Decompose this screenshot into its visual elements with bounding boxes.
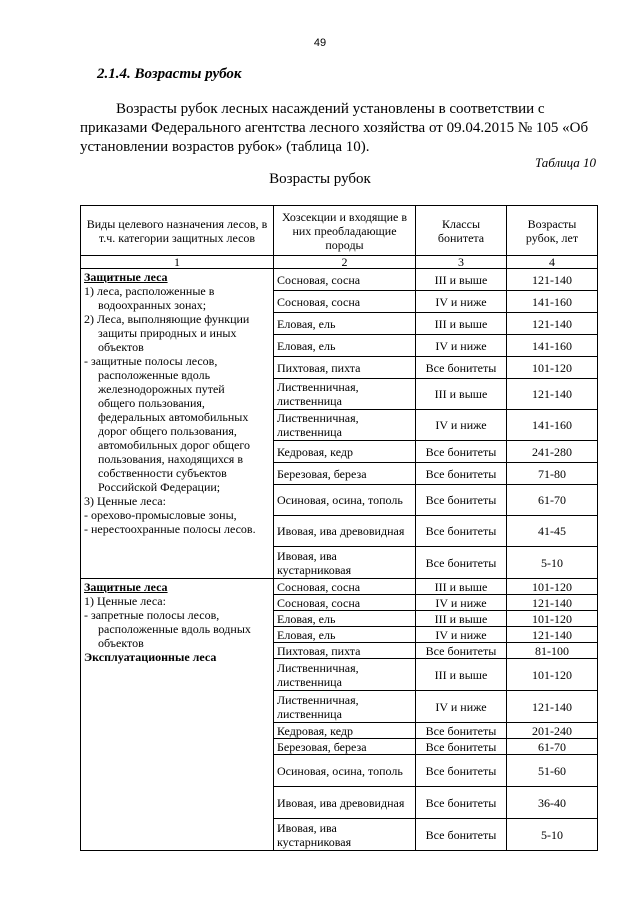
species-cell: Ивовая, ива древовидная — [274, 787, 416, 819]
intro-line: приказами Федерального агентства лесного хозяйства от 09.04.2015 № 105 «Об — [80, 120, 589, 136]
species-cell: Сосновая, сосна — [274, 579, 416, 595]
cutting-age-cell: 61-70 — [507, 485, 598, 516]
category-line: - орехово-промысловые зоны, — [84, 508, 237, 522]
site-class-cell: III и выше — [416, 313, 507, 335]
table-body — [81, 269, 598, 851]
category-line: расположенные вдоль водных — [98, 622, 251, 636]
site-class-cell: Все бонитеты — [416, 787, 507, 819]
category-line: автомобильных дорог общего — [98, 438, 250, 452]
page-number: 49 — [313, 37, 327, 49]
table-row — [81, 579, 598, 595]
species-cell: Лиственничная, лиственница — [274, 659, 416, 691]
table-number: Таблица 10 — [534, 155, 596, 170]
species-cell: Ивовая, ива древовидная — [274, 516, 416, 547]
species-cell: Ивовая, ива кустарниковая — [274, 547, 416, 579]
category-line: федеральных автомобильных — [98, 410, 249, 424]
table-title: Возрасты рубок — [269, 171, 371, 187]
cutting-age-cell: 5-10 — [507, 547, 598, 579]
cutting-age-cell: 101-120 — [507, 579, 598, 595]
species-cell: Пихтовая, пихта — [274, 357, 416, 379]
site-class-cell: III и выше — [416, 659, 507, 691]
cutting-age-cell: 61-70 — [507, 739, 598, 755]
purpose-category-cell — [81, 269, 274, 579]
intro-paragraph — [80, 100, 596, 157]
species-cell: Березовая, береза — [274, 739, 416, 755]
category-line: общего пользования, — [98, 396, 205, 410]
site-class-cell: Все бонитеты — [416, 516, 507, 547]
table-row — [81, 269, 598, 291]
header-purpose: Виды целевого назначения лесов, в т.ч. категории защитных лесов — [81, 206, 274, 256]
site-class-cell: Все бонитеты — [416, 643, 507, 659]
cutting-age-cell: 241-280 — [507, 441, 598, 463]
site-class-cell: III и выше — [416, 379, 507, 410]
column-number: 1 — [81, 256, 274, 269]
site-class-cell: IV и ниже — [416, 595, 507, 611]
category-line: 1) Ценные леса: — [84, 594, 166, 608]
header-species: Хозсекции и входящие в них преобладающие породы — [274, 206, 416, 256]
site-class-cell: IV и ниже — [416, 335, 507, 357]
site-class-cell: Все бонитеты — [416, 755, 507, 787]
header-cutting-age: Возрасты рубок, лет — [507, 206, 598, 256]
intro-line: установлении возрастов рубок» (таблица 10). — [80, 139, 370, 155]
cutting-age-cell: 36-40 — [507, 787, 598, 819]
species-cell: Сосновая, сосна — [274, 291, 416, 313]
species-cell: Еловая, ель — [274, 335, 416, 357]
species-cell: Осиновая, осина, тополь — [274, 485, 416, 516]
category-line: пользования, находящихся в — [98, 452, 243, 466]
site-class-cell: IV и ниже — [416, 627, 507, 643]
site-class-cell: Все бонитеты — [416, 357, 507, 379]
species-cell: Лиственничная, лиственница — [274, 410, 416, 441]
cutting-age-cell: 71-80 — [507, 463, 598, 485]
cutting-age-cell: 101-120 — [507, 659, 598, 691]
header-site-class: Классы бонитета — [416, 206, 507, 256]
category-line: собственности субъектов — [98, 466, 227, 480]
category-line: объектов — [98, 636, 144, 650]
category-line: железнодорожных путей — [98, 382, 225, 396]
category-line: - нерестоохранные полосы лесов. — [84, 522, 256, 536]
category-line: Защитные леса — [84, 580, 168, 594]
category-line: Российской Федерации; — [98, 480, 221, 494]
column-number: 2 — [274, 256, 416, 269]
cutting-age-cell: 141-160 — [507, 335, 598, 357]
cutting-age-cell: 201-240 — [507, 723, 598, 739]
intro-line: Возрасты рубок лесных насаждений установлены в соответствии с — [116, 101, 545, 117]
cutting-age-cell: 41-45 — [507, 516, 598, 547]
category-line: дорог общего пользования, — [98, 424, 237, 438]
cutting-age-cell: 51-60 — [507, 755, 598, 787]
species-cell: Еловая, ель — [274, 627, 416, 643]
column-number: 4 — [507, 256, 598, 269]
cutting-age-cell: 121-140 — [507, 595, 598, 611]
cutting-age-cell: 5-10 — [507, 819, 598, 851]
category-line: объектов — [98, 340, 144, 354]
species-cell: Ивовая, ива кустарниковая — [274, 819, 416, 851]
species-cell: Березовая, береза — [274, 463, 416, 485]
site-class-cell: IV и ниже — [416, 691, 507, 723]
site-class-cell: Все бонитеты — [416, 819, 507, 851]
cutting-age-cell: 121-140 — [507, 379, 598, 410]
site-class-cell: III и выше — [416, 579, 507, 595]
site-class-cell: III и выше — [416, 269, 507, 291]
cutting-age-cell: 141-160 — [507, 291, 598, 313]
species-cell: Осиновая, осина, тополь — [274, 755, 416, 787]
category-line: - защитные полосы лесов, — [84, 354, 218, 368]
cutting-age-table — [80, 205, 598, 851]
category-line: - запретные полосы лесов, — [84, 608, 220, 622]
category-line: Эксплуатационные леса — [84, 650, 217, 664]
site-class-cell: Все бонитеты — [416, 441, 507, 463]
species-cell: Еловая, ель — [274, 611, 416, 627]
section-heading: 2.1.4. Возрасты рубок — [97, 66, 242, 82]
site-class-cell: IV и ниже — [416, 291, 507, 313]
purpose-category-cell — [81, 579, 274, 851]
species-cell: Кедровая, кедр — [274, 723, 416, 739]
cutting-age-cell: 121-140 — [507, 691, 598, 723]
site-class-cell: Все бонитеты — [416, 723, 507, 739]
column-number-row — [81, 256, 598, 269]
cutting-age-cell: 121-140 — [507, 313, 598, 335]
cutting-age-cell: 121-140 — [507, 269, 598, 291]
category-line: водоохранных зонах; — [98, 298, 207, 312]
category-line: 2) Леса, выполняющие функции — [84, 312, 250, 326]
cutting-age-cell: 81-100 — [507, 643, 598, 659]
category-line: 1) леса, расположенные в — [84, 284, 215, 298]
site-class-cell: Все бонитеты — [416, 485, 507, 516]
site-class-cell: Все бонитеты — [416, 739, 507, 755]
species-cell: Лиственничная, лиственница — [274, 691, 416, 723]
category-line: защиты природных и иных — [98, 326, 237, 340]
cutting-age-cell: 101-120 — [507, 611, 598, 627]
species-cell: Сосновая, сосна — [274, 269, 416, 291]
species-cell: Пихтовая, пихта — [274, 643, 416, 659]
site-class-cell: IV и ниже — [416, 410, 507, 441]
species-cell: Кедровая, кедр — [274, 441, 416, 463]
species-cell: Сосновая, сосна — [274, 595, 416, 611]
species-cell: Еловая, ель — [274, 313, 416, 335]
site-class-cell: III и выше — [416, 611, 507, 627]
category-line: 3) Ценные леса: — [84, 494, 166, 508]
site-class-cell: Все бонитеты — [416, 463, 507, 485]
category-line: расположенные вдоль — [98, 368, 211, 382]
cutting-age-cell: 121-140 — [507, 627, 598, 643]
table-header-row — [81, 206, 598, 256]
category-line: Защитные леса — [84, 270, 168, 284]
site-class-cell: Все бонитеты — [416, 547, 507, 579]
species-cell: Лиственничная, лиственница — [274, 379, 416, 410]
column-number: 3 — [416, 256, 507, 269]
cutting-age-cell: 101-120 — [507, 357, 598, 379]
cutting-age-cell: 141-160 — [507, 410, 598, 441]
